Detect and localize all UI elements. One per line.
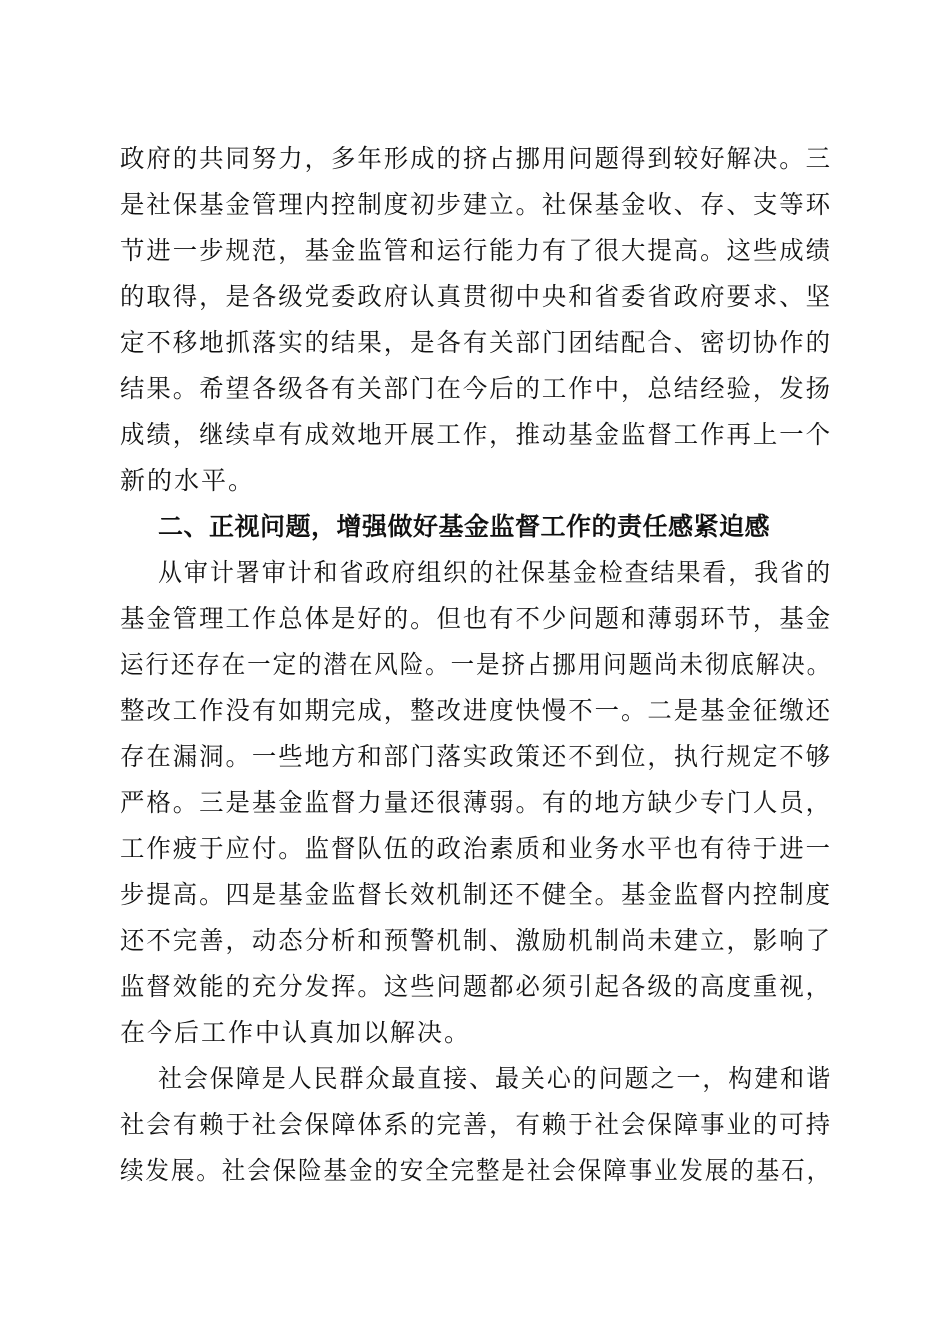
paragraph-1-line: 政府的共同努力，多年形成的挤占挪用问题得到较好解决。三 — [120, 144, 833, 173]
paragraph-2-line: 步提高。四是基金监督长效机制还不健全。基金监督内控制度 — [120, 880, 833, 909]
paragraph-2-line: 在今后工作中认真加以解决。 — [120, 1018, 472, 1047]
paragraph-1-line: 定不移地抓落实的结果，是各有关部门团结配合、密切协作的 — [120, 328, 833, 357]
paragraph-1-line: 成绩，继续卓有成效地开展工作，推动基金监督工作再上一个 — [120, 420, 833, 449]
paragraph-2-line: 存在漏洞。一些地方和部门落实政策还不到位，执行规定不够 — [120, 742, 833, 771]
paragraph-1-line: 是社保基金管理内控制度初步建立。社保基金收、存、支等环 — [120, 190, 833, 219]
section-heading: 二、正视问题，增强做好基金监督工作的责任感紧迫感 — [158, 512, 771, 541]
paragraph-2-line: 工作疲于应付。监督队伍的政治素质和业务水平也有待于进一 — [120, 834, 833, 863]
paragraph-3-line: 社会保障是人民群众最直接、最关心的问题之一，构建和谐 — [158, 1064, 833, 1093]
paragraph-1-line: 结果。希望各级各有关部门在今后的工作中，总结经验，发扬 — [120, 374, 833, 403]
paragraph-1-line: 节进一步规范，基金监管和运行能力有了很大提高。这些成绩 — [120, 236, 833, 265]
paragraph-2-line: 基金管理工作总体是好的。但也有不少问题和薄弱环节，基金 — [120, 604, 833, 633]
paragraph-2-line: 还不完善，动态分析和预警机制、激励机制尚未建立，影响了 — [120, 926, 833, 955]
paragraph-2-line: 整改工作没有如期完成，整改进度快慢不一。二是基金征缴还 — [120, 696, 833, 725]
paragraph-3-line: 续发展。社会保险基金的安全完整是社会保障事业发展的基石， — [120, 1156, 833, 1185]
paragraph-2-line: 监督效能的充分发挥。这些问题都必须引起各级的高度重视， — [120, 972, 833, 1001]
paragraph-1-line: 的取得，是各级党委政府认真贯彻中央和省委省政府要求、坚 — [120, 282, 833, 311]
paragraph-2-line: 严格。三是基金监督力量还很薄弱。有的地方缺少专门人员， — [120, 788, 833, 817]
paragraph-3-line: 社会有赖于社会保障体系的完善，有赖于社会保障事业的可持 — [120, 1110, 833, 1139]
paragraph-1-line: 新的水平。 — [120, 466, 256, 495]
paragraph-2-line: 运行还存在一定的潜在风险。一是挤占挪用问题尚未彻底解决。 — [120, 650, 833, 679]
paragraph-2-line: 从审计署审计和省政府组织的社保基金检查结果看，我省的 — [158, 558, 833, 587]
